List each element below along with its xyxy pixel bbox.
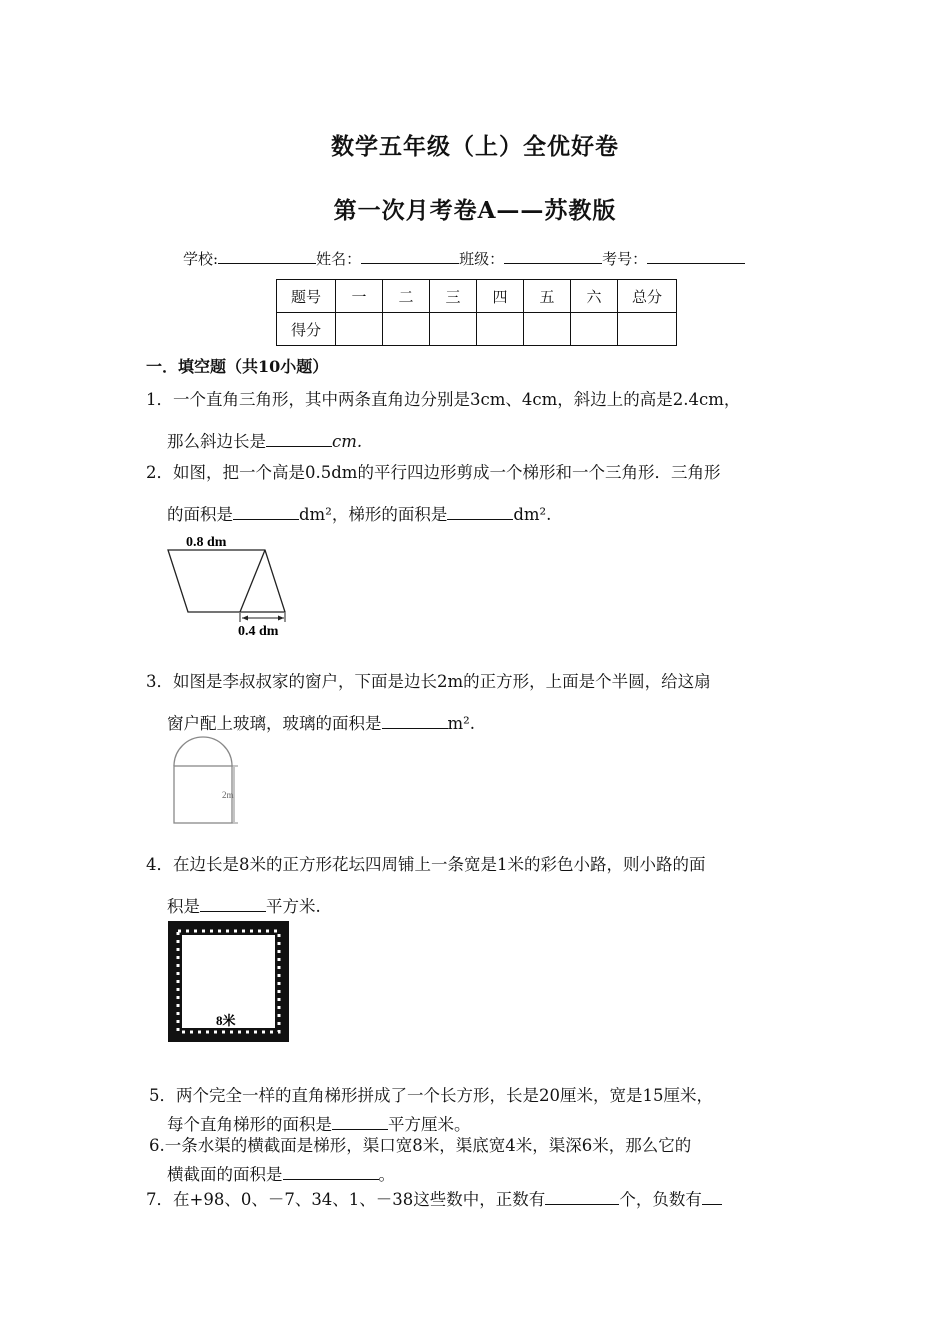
window-semicircle [174,737,232,766]
score-table [276,279,677,346]
score-row-label: 得分 [277,313,336,346]
question-1-line2 [167,428,362,452]
question-5-line1: 5．两个完全一样的直角梯形拼成了一个长方形，长是20厘米，宽是15厘米， [149,1086,713,1105]
question-6-end: 。 [378,1165,395,1184]
section-heading: 一．填空题（共10小题） [146,357,329,376]
score-cell[interactable] [571,313,618,346]
answer-blank-q6[interactable] [283,1161,379,1180]
score-cell[interactable] [524,313,571,346]
score-cell[interactable] [336,313,383,346]
answer-blank-q7-positive[interactable] [545,1186,619,1205]
name-label: 姓名： [316,250,362,268]
question-2-text-c: dm². [513,505,552,524]
question-6-line1: 6.一条水渠的横截面是梯形，渠口宽8米，渠底宽4米，渠深6米，那么它的 [149,1136,692,1155]
score-header-cell: 三 [430,280,477,313]
figure-label-side: 8米 [216,1013,236,1028]
question-3-text: 窗户配上玻璃，玻璃的面积是 [167,714,382,733]
arrow-head-left [242,616,248,621]
question-3-line2 [167,710,475,734]
answer-blank-q4[interactable] [200,893,266,912]
flowerbed-figure [166,919,292,1045]
question-3-line1: 3．如图是李叔叔家的窗户，下面是边长2m的正方形，上面是个半圆，给这扇 [146,672,711,691]
question-4-line2 [167,893,321,917]
question-4-text: 积是 [167,897,200,916]
class-blank [504,247,602,264]
question-7-line1 [146,1186,722,1210]
question-1-line1: 1．一个直角三角形，其中两条直角边分别是3cm、4cm，斜边上的高是2.4cm， [146,390,741,409]
exam-no-blank [647,247,745,264]
question-5-text: 每个直角梯形的面积是 [167,1115,332,1134]
question-5-line2 [167,1111,471,1135]
question-7-text-b: 个，负数有 [619,1190,702,1209]
answer-blank-q7-negative[interactable] [702,1186,722,1205]
score-header-cell: 六 [571,280,618,313]
question-6-line2 [167,1161,395,1185]
figure-label-side: 2m [222,790,234,800]
parallelogram-shape [168,550,285,612]
class-label: 班级： [459,250,505,268]
question-2-text-a: 的面积是 [167,505,233,524]
exam-no-label: 考号： [602,250,648,268]
question-7-text-a: 7．在+98、0、－7、34、1、－38这些数中，正数有 [146,1190,546,1209]
question-4-unit: 平方米. [266,897,321,916]
score-header-cell: 题号 [277,280,336,313]
student-info-row [183,247,745,269]
window-figure [166,736,256,828]
arrow-head-right [278,616,284,621]
page-subtitle: 第一次月考卷A——苏教版 [333,197,617,224]
answer-blank-q2-trapezoid[interactable] [447,501,513,520]
question-3-unit: m². [447,714,476,733]
question-1-unit: cm. [332,432,363,451]
cut-line [240,550,265,612]
question-2-text-b: dm²，梯形的面积是 [299,505,448,524]
score-table-score-row [277,313,677,346]
answer-blank-q2-triangle[interactable] [233,501,299,520]
score-header-cell: 二 [383,280,430,313]
question-1-text: 那么斜边长是 [167,432,266,451]
question-2-line1: 2．如图，把一个高是0.5dm的平行四边形剪成一个梯形和一个三角形．三角形 [146,463,721,482]
score-cell[interactable] [618,313,677,346]
question-2-line2 [167,501,551,525]
score-cell[interactable] [383,313,430,346]
score-header-cell: 四 [477,280,524,313]
school-blank [218,247,316,264]
score-header-cell: 总分 [618,280,677,313]
page-title: 数学五年级（上）全优好卷 [331,133,619,160]
school-label: 学校: [183,250,219,268]
parallelogram-figure [160,530,300,642]
question-5-unit: 平方厘米。 [388,1115,471,1134]
question-6-text: 横截面的面积是 [167,1165,283,1184]
score-header-cell: 一 [336,280,383,313]
answer-blank-q5[interactable] [332,1111,388,1130]
score-header-cell: 五 [524,280,571,313]
score-table-header-row [277,280,677,313]
figure-label-bottom: 0.4 dm [238,624,279,639]
score-cell[interactable] [477,313,524,346]
score-cell[interactable] [430,313,477,346]
figure-label-top: 0.8 dm [186,535,227,550]
answer-blank-q3[interactable] [382,710,448,729]
name-blank [361,247,459,264]
question-4-line1: 4．在边长是8米的正方形花坛四周铺上一条宽是1米的彩色小路，则小路的面 [146,855,706,874]
answer-blank-q1[interactable] [266,428,332,447]
